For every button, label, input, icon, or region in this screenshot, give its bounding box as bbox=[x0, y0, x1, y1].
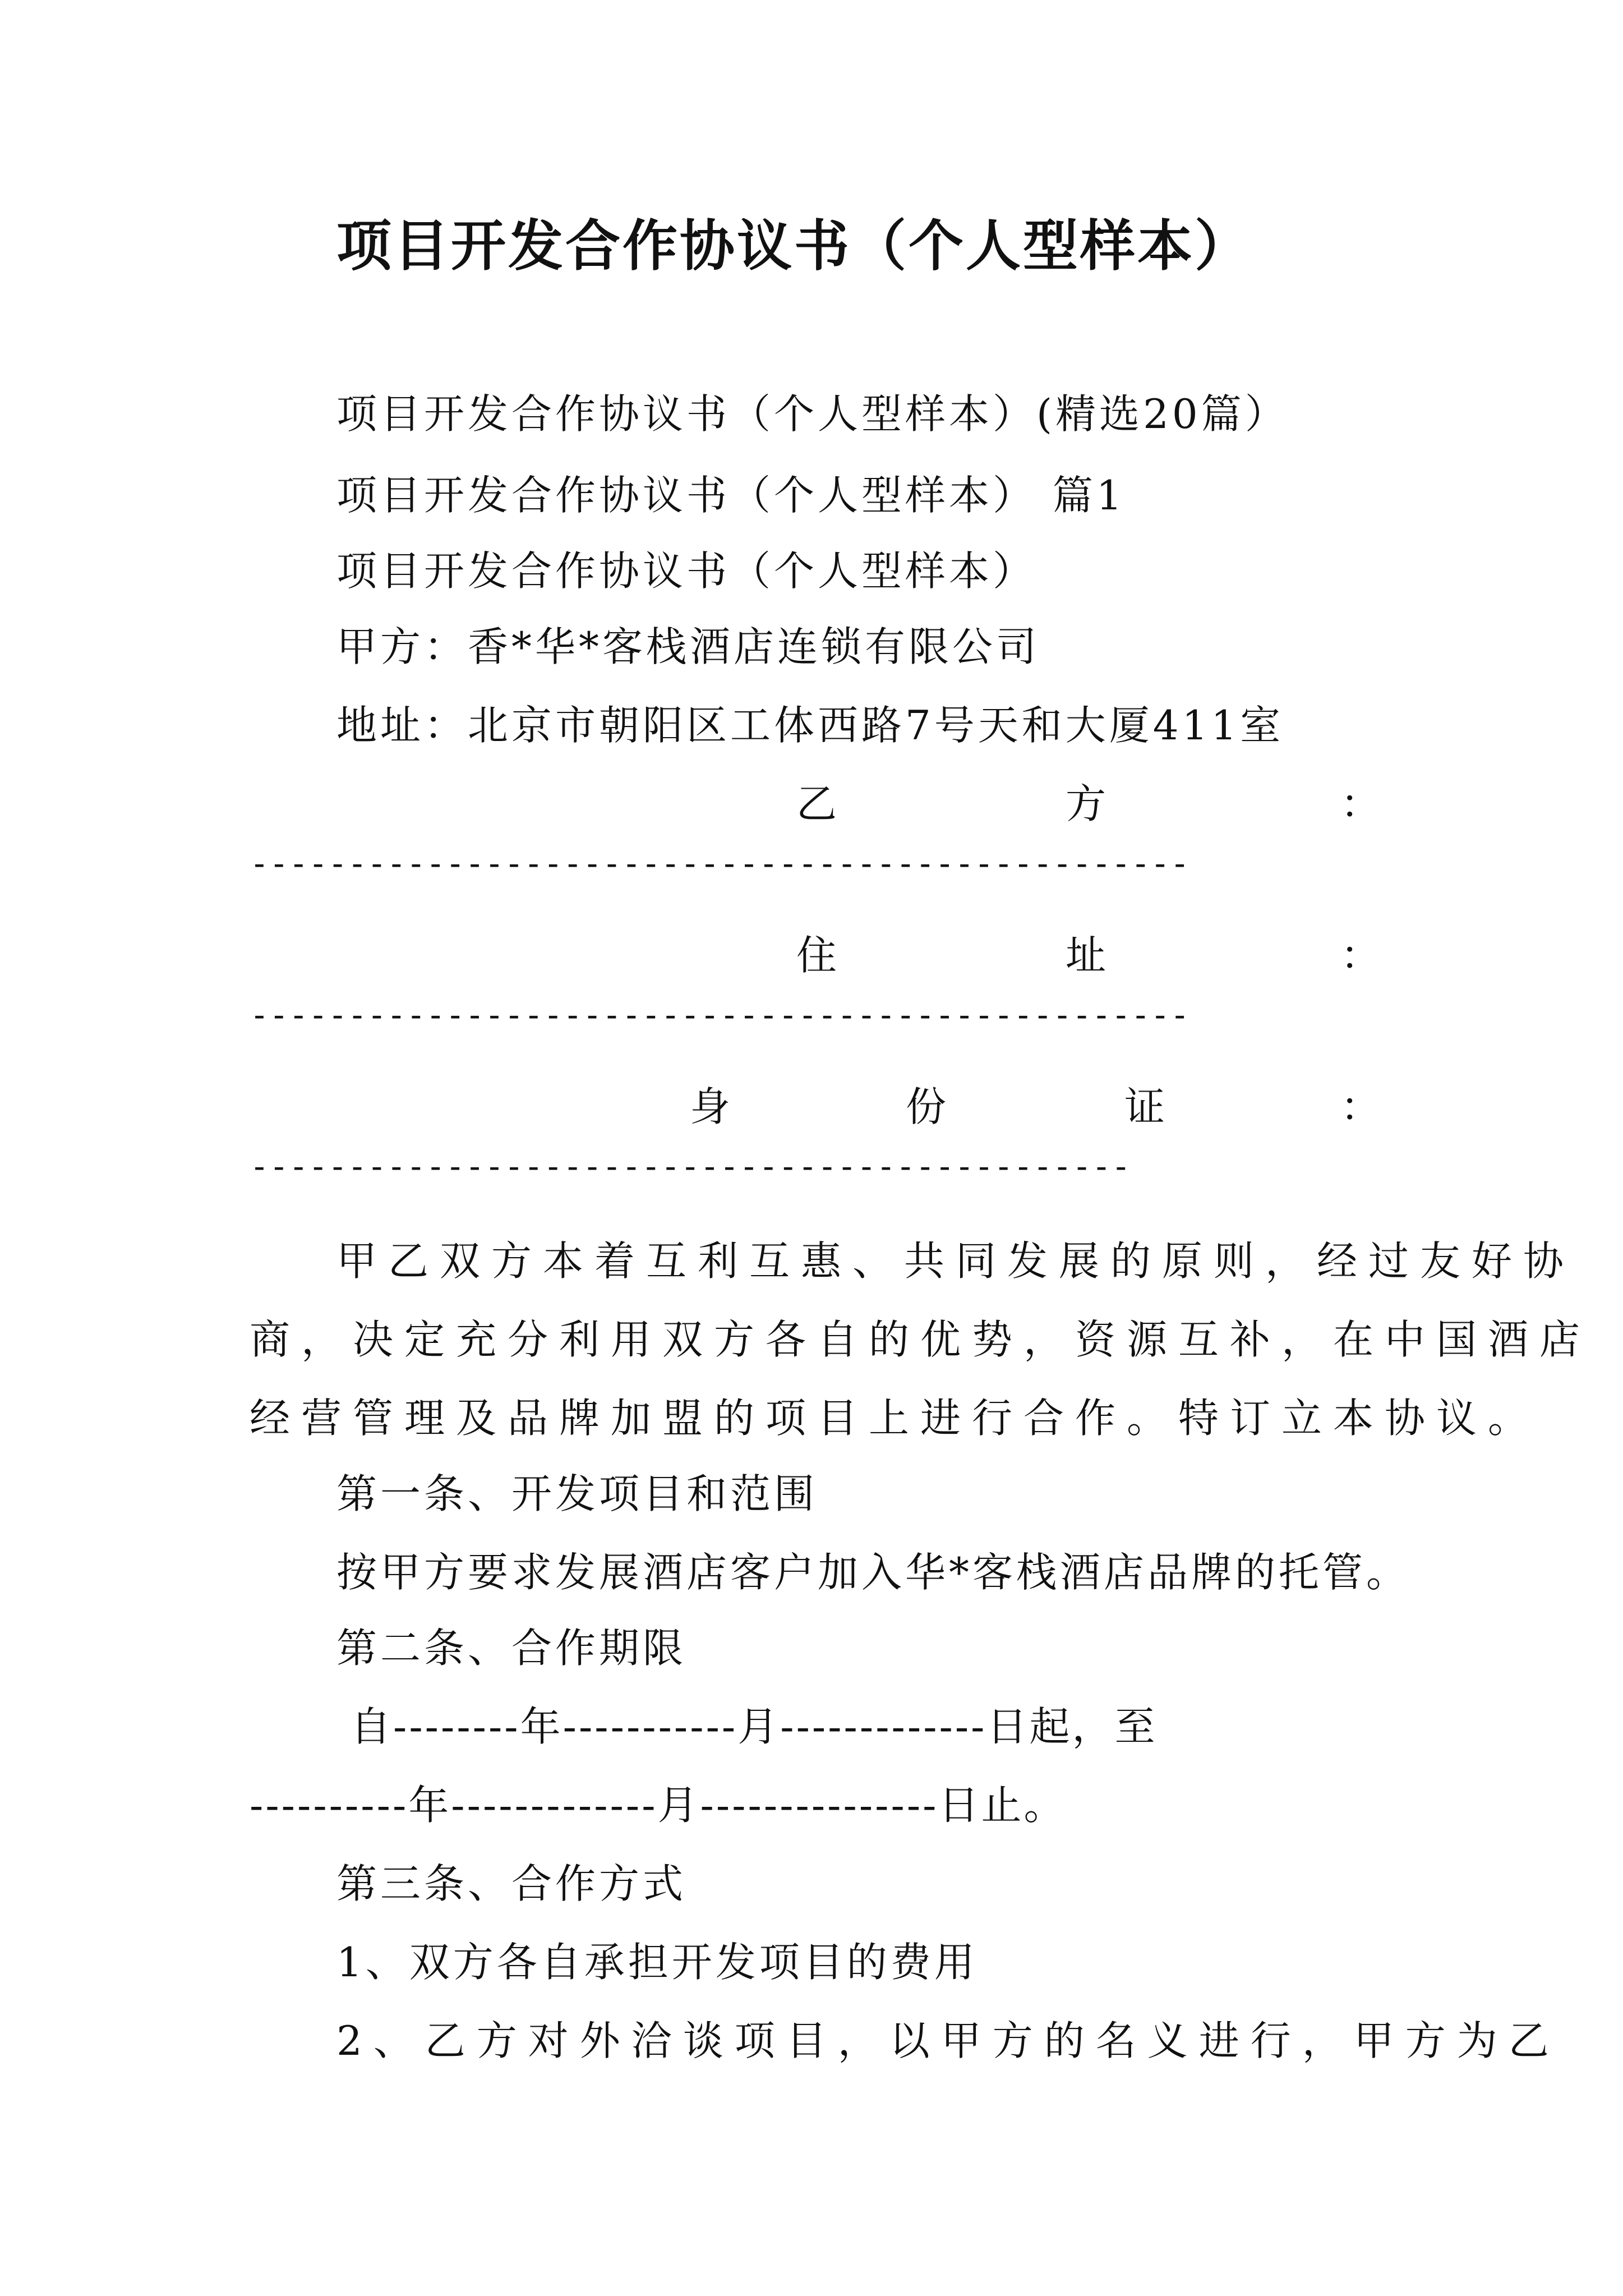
residence-label-char2: 址 bbox=[1066, 932, 1106, 979]
cooperation-period-line2: ----------年-------------月---------------日止。 bbox=[250, 1782, 1067, 1829]
article-3-item-1: 1、双方各自承担开发项目的费用 bbox=[336, 1939, 978, 1986]
intro-paragraph-line3: 经营管理及品牌加盟的项目上进行合作。特订立本协议。 bbox=[250, 1395, 1540, 1442]
article-2-heading: 第二条、合作期限 bbox=[336, 1625, 687, 1672]
article-1-heading: 第一条、开发项目和范围 bbox=[336, 1470, 818, 1517]
article-1-text: 按甲方要求发展酒店客户加入华*客栈酒店品牌的托管。 bbox=[336, 1549, 1410, 1596]
party-b-label-colon: ： bbox=[1340, 780, 1381, 827]
residence-label-colon: ： bbox=[1340, 932, 1381, 979]
id-card-label-char3: 证 bbox=[1124, 1083, 1165, 1130]
address-line: 地址：北京市朝阳区工体西路7号天和大厦411室 bbox=[336, 702, 1284, 749]
intro-paragraph-line2: 商，决定充分利用双方各自的优势，资源互补，在中国酒店 bbox=[250, 1316, 1592, 1363]
article-3-item-2: 2、乙方对外洽谈项目，以甲方的名义进行，甲方为乙 bbox=[336, 2017, 1560, 2064]
party-b-blank-line: ------------------------------------------------ bbox=[250, 844, 1190, 882]
id-card-label-char1: 身 bbox=[690, 1083, 731, 1130]
id-card-label-colon: ： bbox=[1340, 1083, 1381, 1130]
intro-paragraph-line1: 甲乙双方本着互利互惠、共同发展的原则，经过友好协 bbox=[336, 1237, 1575, 1285]
document-title: 项目开发合作协议书（个人型样本） bbox=[336, 214, 1252, 278]
chapter-heading: 项目开发合作协议书（个人型样本） 篇1 bbox=[336, 472, 1126, 519]
article-3-heading: 第三条、合作方式 bbox=[336, 1860, 687, 1907]
residence-label-char1: 住 bbox=[796, 932, 837, 979]
id-card-blank-line: --------------------------------------------- bbox=[250, 1147, 1131, 1185]
residence-blank-line: ------------------------------------------------ bbox=[250, 996, 1190, 1034]
party-a-line: 甲方：香*华*客栈酒店连锁有限公司 bbox=[336, 623, 1040, 670]
party-b-label-char1: 乙 bbox=[796, 780, 837, 827]
cooperation-period-line1: 自--------年-----------月-------------日起，至 bbox=[351, 1703, 1158, 1750]
agreement-heading: 项目开发合作协议书（个人型样本） bbox=[336, 547, 1037, 595]
subtitle-line: 项目开发合作协议书（个人型样本）(精选20篇） bbox=[336, 390, 1289, 438]
party-b-label-char2: 方 bbox=[1066, 780, 1106, 827]
id-card-label-char2: 份 bbox=[906, 1083, 947, 1130]
